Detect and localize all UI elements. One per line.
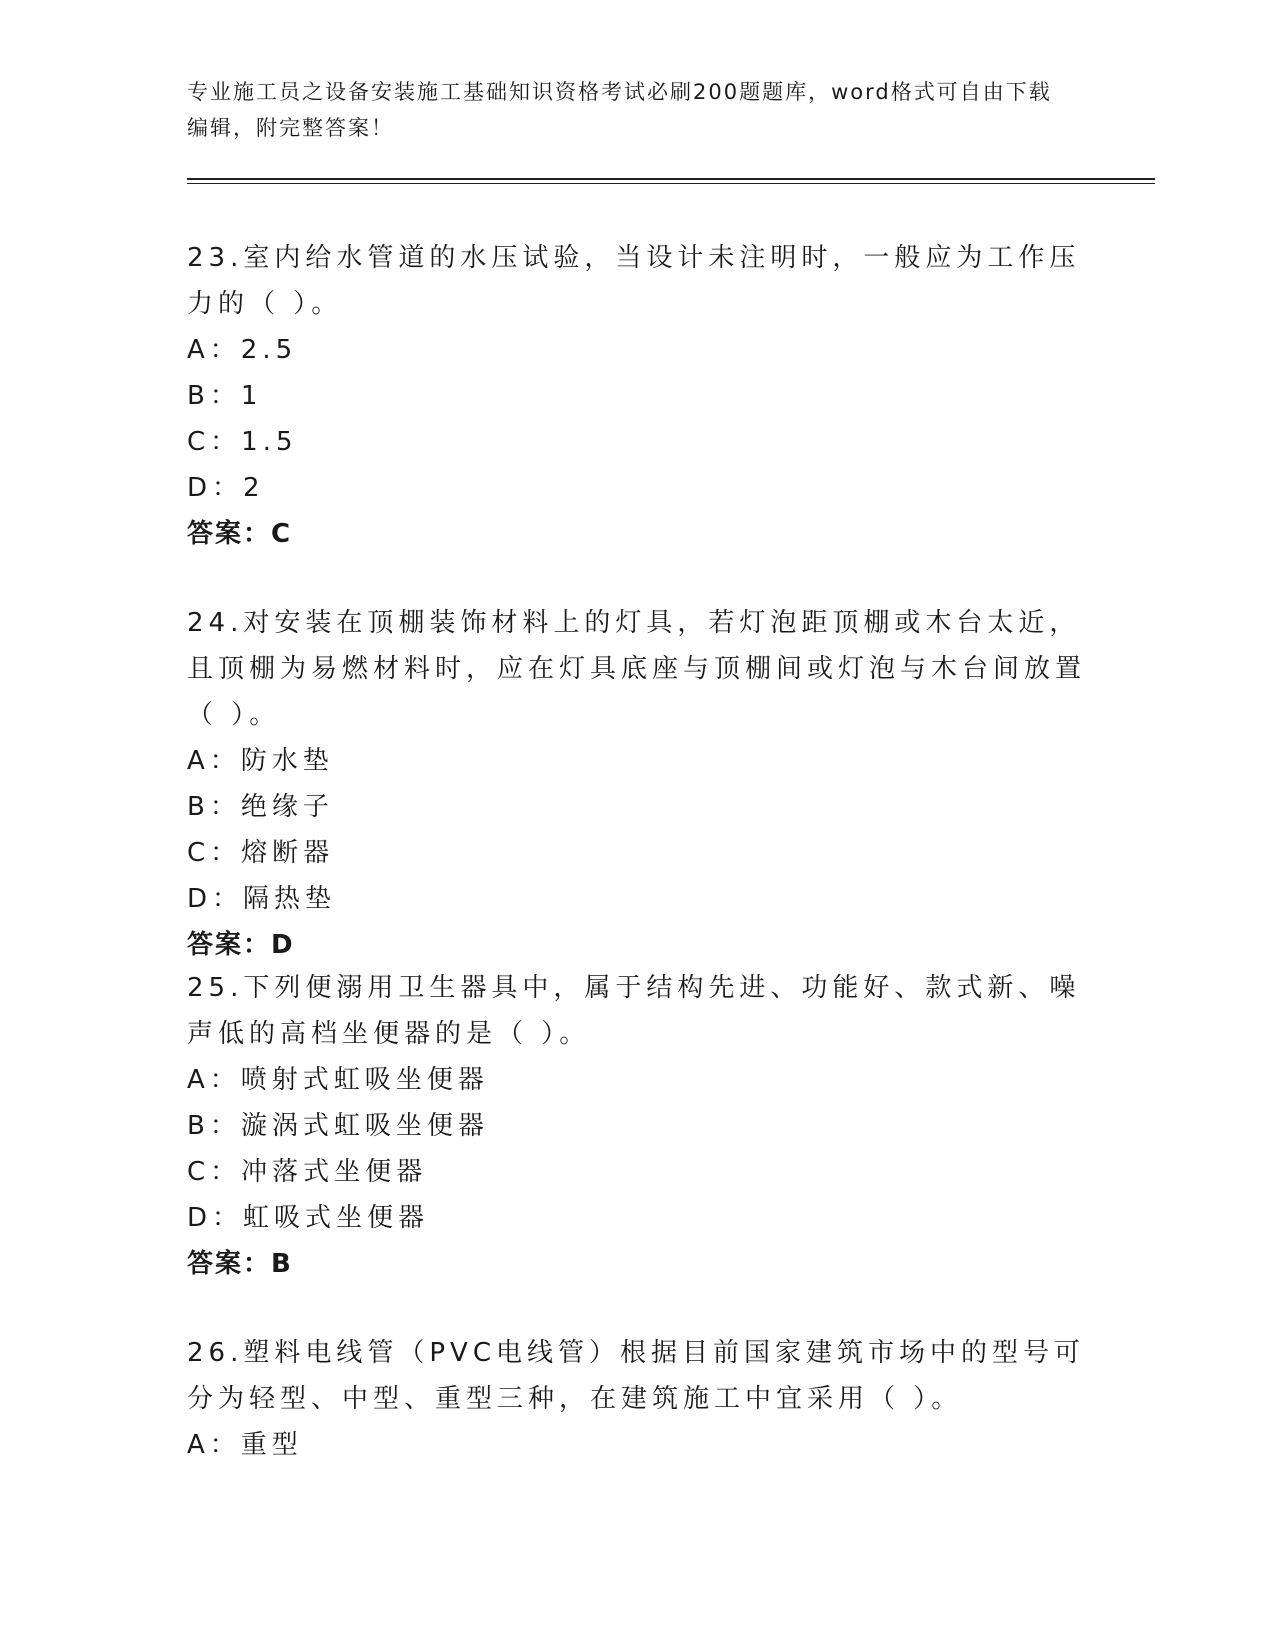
option-b: B：漩涡式虹吸坐便器 [187,1111,489,1141]
question-stem: 24.对安装在顶棚装饰材料上的灯具，若灯泡距顶棚或木台太近，且顶棚为易燃材料时，应在灯具底座与顶棚间或灯泡与木台间放置（ ）。 [187,608,1087,730]
option-a: A：喷射式虹吸坐便器 [187,1065,489,1095]
option-c: C：熔断器 [187,838,335,868]
option-b: B：1 [187,381,263,411]
option-c: C：1.5 [187,427,298,457]
answer-line: 答案：C [187,519,293,549]
question-stem: 25.下列便溺用卫生器具中，属于结构先进、功能好、款式新、噪声低的高档坐便器的是（ ）。 [187,973,1081,1049]
option-a: A：防水垫 [187,746,334,776]
option-c: C：冲落式坐便器 [187,1157,428,1187]
question-stem: 23.室内给水管道的水压试验，当设计未注明时，一般应为工作压力的（ ）。 [187,243,1081,319]
option-a: A：重型 [187,1430,303,1460]
option-d: D：虹吸式坐便器 [187,1203,430,1233]
question-stem: 26.塑料电线管（PVC电线管）根据目前国家建筑市场中的型号可分为轻型、中型、重型三种，在建筑施工中宜采用（ ）。 [187,1338,1085,1414]
header-divider-thick [187,178,1155,180]
option-d: D：2 [187,473,265,503]
option-b: B：绝缘子 [187,792,334,822]
option-d: D：隔热垫 [187,884,337,914]
question-24 [187,600,1087,968]
answer-line: 答案：B [187,1249,293,1279]
header-divider-thin [187,183,1155,184]
answer-line: 答案：D [187,930,295,960]
option-a: A：2.5 [187,335,298,365]
document-header-title: 专业施工员之设备安装施工基础知识资格考试必刷200题题库，word格式可自由下载编辑，附完整答案！ [187,80,1052,140]
question-26 [187,1330,1087,1468]
question-25 [187,965,1087,1287]
question-23 [187,235,1087,557]
